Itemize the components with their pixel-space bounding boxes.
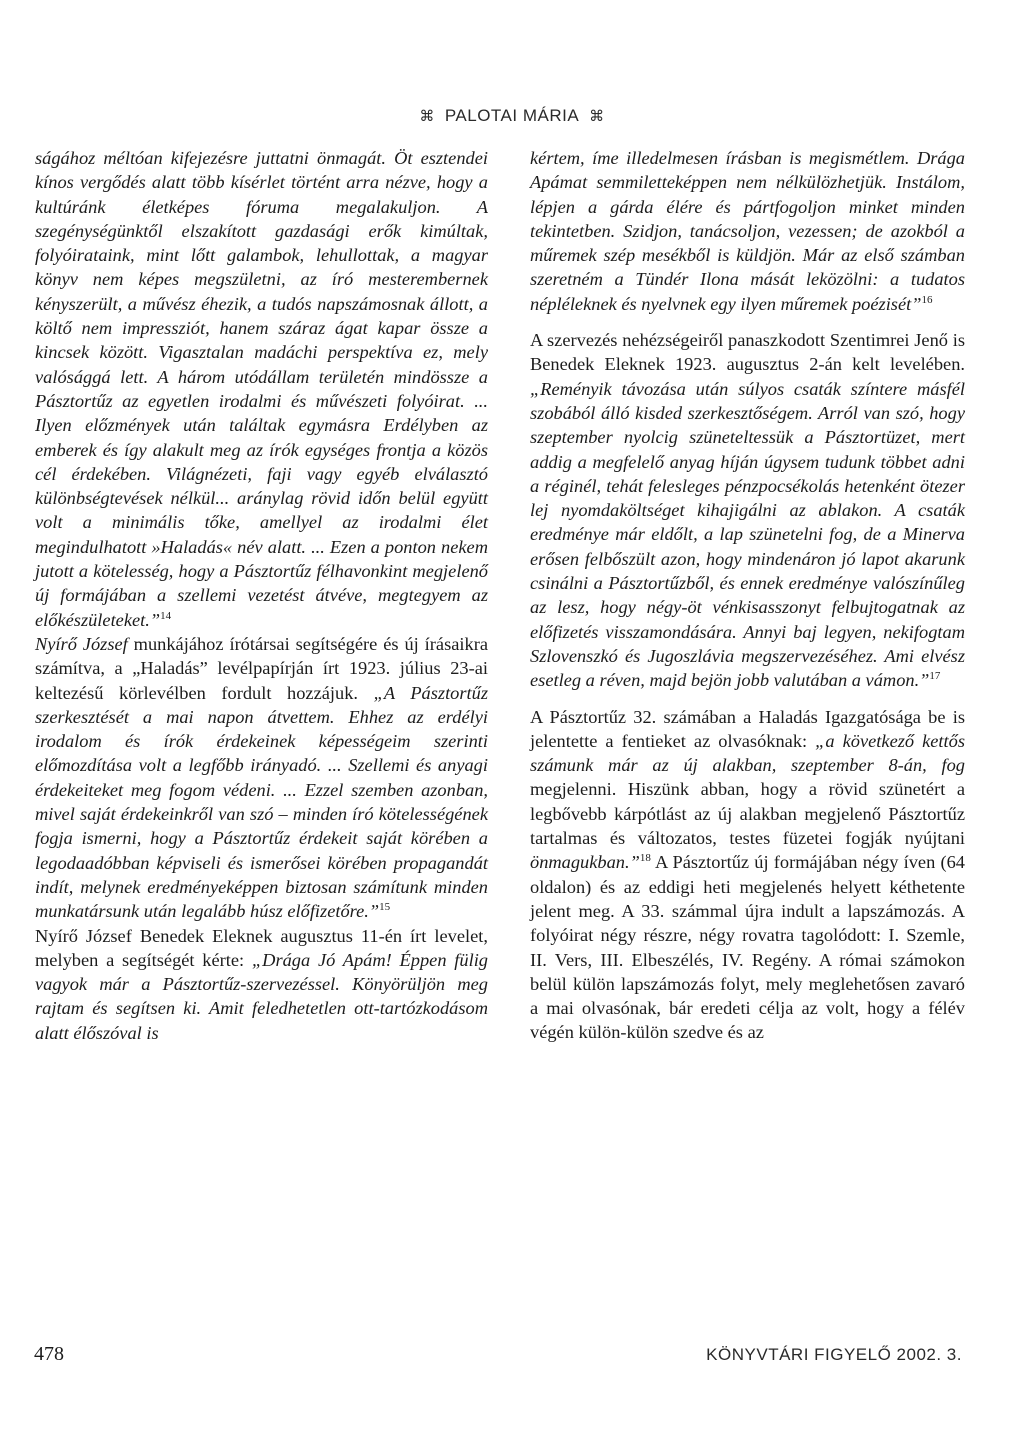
quote-paragraph [35, 146, 488, 632]
body-text: A szervezés nehézségeiről panaszkodott Szentimrei Jenő is Benedek Eleknek 1923. augusztus 2-án kelt levelében. [530, 330, 965, 375]
body-paragraph [530, 328, 965, 692]
running-header [0, 106, 1024, 126]
quote-text: „a következő kettős számunk már az új alakban, szeptember 8-án, fog [530, 730, 965, 776]
author-name: PALOTAI MÁRIA [444, 106, 580, 125]
right-column [530, 146, 965, 1045]
person-name: Nyírő József [35, 633, 128, 654]
body-text: A Pásztortűz új formájában négy íven (64 oldalon) és az eddigi heti megjelenés helyett kéthetente jelent meg. A 33. számmal újra indult a lapszámozás. A folyóirat négy részre, négy rovatra tagolódott: I. Szemle, II. Vers, III. Elbeszélés, IV. Regény. A római számokon belül külön lapszámozás folyt, mely meglehetősen zavaró a mai olvasónak, bár eredeti célja az volt, hogy a félév végén külön-külön szedve és az [530, 852, 965, 1043]
body-paragraph [530, 705, 965, 1045]
footnote-ref: 15 [379, 901, 391, 914]
quote-text: ságához méltóan kifejezésre juttatni önmagát. Öt esztendei kínos vergődés alatt több kísérlet történt arra nézve, hogy a kultúránk életképes fóruma megalakuljon. A szegénységünktől elszakított gazdasági erők kimúltak, folyóirataink, mint lőtt galambok, lehullottak, a magyar könyv nem képes megszületni, az író mesterembernek kényszerült, a művész éhezik, a tudós napszámosnak állott, a költő nem impressziót, hanem száraz ágat kapar össze a kincsek között. Vigasztalan madáchi perspektíva ez, mely valósággá lett. A három utódállam területén mindössze a Pásztortűz az egyetlen irodalmi és művészeti folyóirat. ... Ilyen előzmények után találtak egymásra Erdélyben az emberek és így alakult meg az írók egységes frontja a közös cél érdekében. Világnézeti, faji vagy egyéb elválasztó különbségtevések nélkül... aránylag rövid időn belül együtt volt a minimális tőke, amellyel az irodalmi élet megindulhatott »Haladás« név alatt. ... Ezen a ponton nekem jutott a kötelesség, hogy a Pásztortűz félhavonkint megjelenő új formájában a szellemi vezetést átvéve, megtegyem az előkészületeket.” [35, 148, 488, 630]
footnote-ref: 17 [929, 670, 941, 683]
body-paragraph [35, 632, 488, 924]
journal-footer: KÖNYVTÁRI FIGYELŐ 2002. 3. [706, 1345, 962, 1364]
footnote-ref: 16 [921, 293, 933, 306]
footnote-ref: 18 [639, 852, 651, 865]
body-text: Nyírő József Benedek Eleknek augusztus 11-én írt levelet, melyben a segítségét kérte: [35, 925, 488, 970]
body-text: megjelenni. Hiszünk abban, hogy a rövid szünetért a legbővebb kárpótlást az új alakban megjelenő Pásztortűz tartalmas és változatos, testes füzetei fogják nyújtani [530, 779, 965, 849]
body-text: A Pásztortűz 32. számában a Haladás Igazgatósága be is jelentette a fentieket az olvasóknak: [530, 706, 965, 751]
body-paragraph [35, 924, 488, 1045]
body-text: munkájához írótársai segítségére és új írásaikra számítva, a „Haladás” levélpapírján írt 1923. július 23-ai keltezésű körlevélben fordult hozzájuk. [35, 633, 488, 703]
quote-paragraph [530, 146, 965, 316]
ornament-icon: ⌘ [589, 108, 605, 125]
left-column [35, 146, 488, 1045]
quote-text: önmagukban.” [530, 852, 640, 873]
quote-text: kértem, íme illedelmesen írásban is megismétlem. Drága Apámat semmiletteképpen nem nélkülözhetjük. Instálom, lépjen a gárda élére és pártfogoljon minket minden tekintetben. Szidjon, tanácsoljon, vezessen; de azokból a műremek szép mesékből is küldjön. Már az első számban szeretném a Tündér Ilona mását leközölni: a tudatos népléleknek és nyelvnek egy ilyen műremek poézisét” [530, 148, 965, 314]
page-number: 478 [34, 1343, 64, 1365]
quote-text: „Drága Jó Apám! Éppen fülig vagyok már a Pásztortűz-szervezéssel. Könyörüljön meg rajtam és segítsen ki. Amit feledhetetlen ott-tartózkodásom alatt élőszóval is [35, 949, 489, 1043]
quote-text: „Reményik távozása után súlyos csaták színtere másfél szobából álló kisded szerkesztőségem. Arról van szó, hogy szeptember nyolcig szüneteltessük a Pásztortüzet, mert addig a megfelelő anyag híján úgysem tudunk többet adni a réginél, tehát felesleges pénzpocsékolás hetenként ötezer lej nyomdaköltséget kihajigálni az ablakon. A csaták eredménye már eldőlt, a lap szünetelni fog, de a Minerva erősen felbőszült azon, hogy mindenáron jó lapot akarunk csinálni a Pásztortűzből, és ennek eredménye valószínűleg az lesz, hogy négy-öt vénkisasszonyt felbujtogatnak az előfizetés visszamondására. Annyi baj legyen, nekifogtam Szlovenszkó és Jugoszlávia megszervezéséhez. Ami elvész esetleg a réven, majd bejön jobb valutában a vámon.” [530, 378, 965, 691]
quote-text: „A Pásztortűz szerkesztését a mai napon átvettem. Ehhez az erdélyi irodalom és írók érdekeinek képességeim szerinti előmozdítása volt a legfőbb irányadó. ... Szellemi és anyagi érdekeiteket meg fogom védeni. ... Ezzel szemben azonban, mivel saját érdekeinkről van szó – minden író kötelességének fogja ismerni, hogy a Pásztortűz érdekeit saját körében a legodaadóbban képviseli és ismerősei körében propagandát indít, melynek eredményeképpen biztosan számítunk minden munkatársunk után legalább húsz előfizetőre.” [35, 682, 488, 922]
footnote-ref: 14 [160, 609, 172, 622]
ornament-icon: ⌘ [419, 108, 435, 125]
